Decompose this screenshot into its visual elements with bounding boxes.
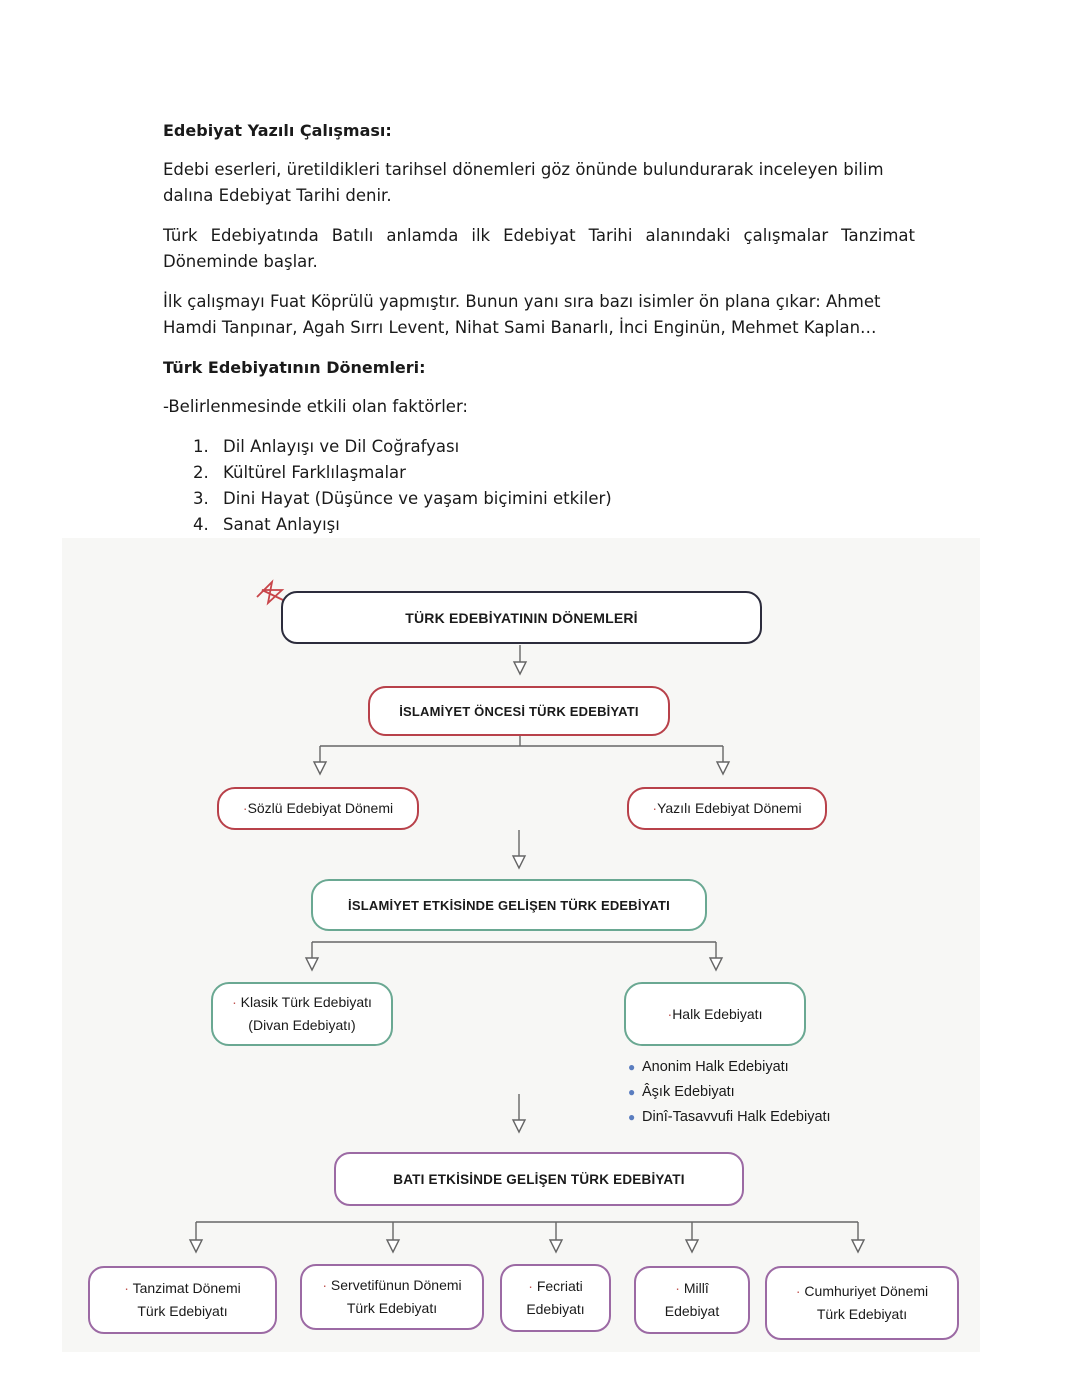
western-node: BATI ETKİSİNDE GELİŞEN TÜRK EDEBİYATI (334, 1152, 744, 1206)
tanzimat-node: · Tanzimat Dönemi Türk Edebiyatı (88, 1266, 277, 1334)
islamic-node: İSLAMİYET ETKİSİNDE GELİŞEN TÜRK EDEBİYATI (311, 879, 707, 931)
star-mark-icon (257, 582, 283, 603)
factors-intro: -Belirlenmesinde etkili olan faktörler: (163, 397, 468, 416)
paragraph-3: İlk çalışmayı Fuat Köprülü yapmıştır. Bunun yanı sıra bazı isimler ön plana çıkar: Ahmet Hamdi Tanpınar, Agah Sırrı Levent, Nihat Sami Banarlı, İnci Enginün, Mehmet Kaplan… (163, 292, 881, 337)
folk-literature-list (628, 1055, 831, 1130)
list-item: ● Anonim Halk Edebiyatı (628, 1059, 789, 1075)
cumhuriyet-node: · Cumhuriyet Dönemi Türk Edebiyatı (765, 1266, 959, 1340)
oral-literature-node: · Sözlü Edebiyat Dönemi (217, 787, 419, 830)
section-heading: Türk Edebiyatının Dönemleri: (163, 358, 426, 377)
servetifunun-node: · Servetifünun Dönemi Türk Edebiyatı (300, 1264, 484, 1330)
list-item: ● Âşık Edebiyatı (628, 1084, 735, 1100)
paragraph-2: Türk Edebiyatında Batılı anlamda ilk Edebiyat Tarihi alanındaki çalışmalar Tanzimat Döneminde başlar. (163, 226, 915, 271)
document-title: Edebiyat Yazılı Çalışması: (163, 121, 392, 140)
fecriati-node: · Fecriati Edebiyatı (500, 1264, 611, 1332)
root-node: TÜRK EDEBİYATININ DÖNEMLERİ (281, 591, 762, 644)
list-item: ● Dinî-Tasavvufi Halk Edebiyatı (628, 1109, 831, 1125)
list-item: 4. Sanat Anlayışı (193, 515, 340, 534)
pre-islamic-node: İSLAMİYET ÖNCESİ TÜRK EDEBİYATI (368, 686, 670, 736)
list-item: 2. Kültürel Farklılaşmalar (193, 463, 406, 482)
folk-literature-node: · Halk Edebiyatı (624, 982, 806, 1046)
written-literature-node: · Yazılı Edebiyat Dönemi (627, 787, 827, 830)
list-item: 1. Dil Anlayışı ve Dil Coğrafyası (193, 437, 460, 456)
classic-literature-node: · Klasik Türk Edebiyatı (Divan Edebiyatı) (211, 982, 393, 1046)
milli-edebiyat-node: · Millî Edebiyat (634, 1266, 750, 1334)
paragraph-1: Edebi eserleri, üretildikleri tarihsel dönemleri göz önünde bulundurarak inceleyen bilim dalına Edebiyat Tarihi denir. (163, 160, 884, 205)
list-item: 3. Dini Hayat (Düşünce ve yaşam biçimini etkiler) (193, 489, 612, 508)
